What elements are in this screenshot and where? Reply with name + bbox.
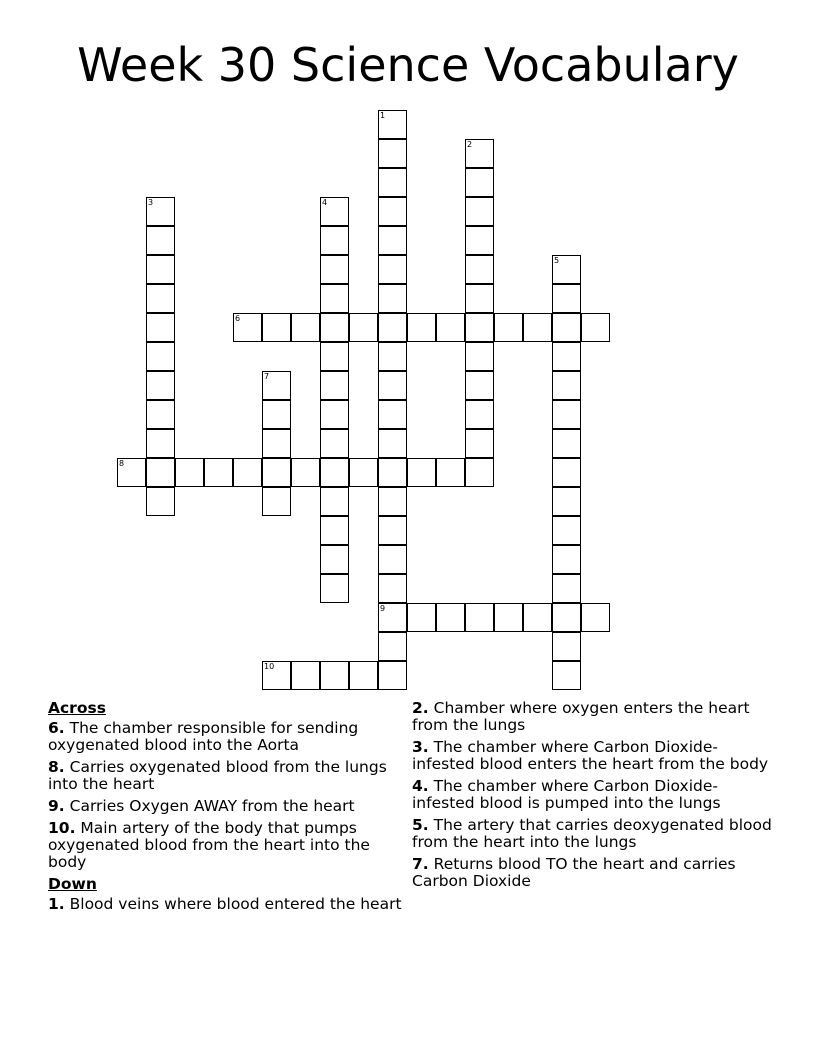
grid-cell[interactable] bbox=[407, 313, 436, 342]
clue-number: 6. bbox=[48, 719, 65, 737]
grid-cell[interactable] bbox=[262, 429, 291, 458]
grid-cell[interactable] bbox=[204, 458, 233, 487]
grid-cell[interactable] bbox=[465, 226, 494, 255]
clue-number: 9. bbox=[48, 797, 65, 815]
clue-number: 4. bbox=[412, 777, 429, 795]
clue-down-3 bbox=[412, 739, 772, 773]
page-title: Week 30 Science Vocabulary bbox=[77, 38, 739, 92]
clue-text: Main artery of the body that pumps oxygenated blood from the heart into the body bbox=[48, 819, 370, 871]
grid-cell[interactable] bbox=[262, 661, 291, 690]
grid-cell[interactable] bbox=[552, 632, 581, 661]
grid-cell[interactable] bbox=[175, 458, 204, 487]
grid-cell[interactable] bbox=[552, 545, 581, 574]
grid-cell[interactable] bbox=[378, 139, 407, 168]
grid-cell[interactable] bbox=[552, 400, 581, 429]
clue-text: Blood veins where blood entered the heart bbox=[69, 895, 402, 913]
clue-text: The chamber responsible for sending oxygenated blood into the Aorta bbox=[48, 719, 359, 754]
grid-cell[interactable] bbox=[378, 313, 407, 342]
grid-cell[interactable] bbox=[262, 458, 291, 487]
cell-number: 3 bbox=[148, 198, 154, 207]
cell-number: 5 bbox=[554, 256, 560, 265]
grid-cell[interactable] bbox=[146, 197, 175, 226]
grid-cell[interactable] bbox=[465, 429, 494, 458]
grid-cell[interactable] bbox=[465, 603, 494, 632]
grid-cell[interactable] bbox=[378, 458, 407, 487]
cell-number: 8 bbox=[119, 459, 125, 468]
grid-cell[interactable] bbox=[349, 661, 378, 690]
grid-cell[interactable] bbox=[523, 313, 552, 342]
grid-cell[interactable] bbox=[378, 342, 407, 371]
cell-number: 2 bbox=[467, 140, 473, 149]
cell-number: 6 bbox=[235, 314, 241, 323]
grid-cell[interactable] bbox=[378, 516, 407, 545]
grid-cell[interactable] bbox=[233, 458, 262, 487]
grid-cell[interactable] bbox=[320, 429, 349, 458]
down-heading: Down bbox=[48, 875, 97, 893]
grid-cell[interactable] bbox=[320, 226, 349, 255]
grid-cell[interactable] bbox=[320, 371, 349, 400]
clue-text: The artery that carries deoxygenated blood from the heart into the lungs bbox=[412, 816, 772, 851]
grid-cell[interactable] bbox=[552, 574, 581, 603]
clue-across-10 bbox=[48, 820, 408, 871]
grid-cell[interactable] bbox=[146, 226, 175, 255]
grid-cell[interactable] bbox=[378, 255, 407, 284]
grid-cell[interactable] bbox=[233, 313, 262, 342]
grid-cell[interactable] bbox=[291, 458, 320, 487]
grid-cell[interactable] bbox=[465, 139, 494, 168]
clues-left-column bbox=[48, 700, 408, 918]
grid-cell[interactable] bbox=[407, 458, 436, 487]
grid-cell[interactable] bbox=[291, 661, 320, 690]
grid-cell[interactable] bbox=[378, 603, 407, 632]
clue-number: 5. bbox=[412, 816, 429, 834]
grid-cell[interactable] bbox=[146, 342, 175, 371]
grid-cell[interactable] bbox=[581, 313, 610, 342]
grid-cell[interactable] bbox=[581, 603, 610, 632]
grid-cell[interactable] bbox=[320, 574, 349, 603]
grid-cell[interactable] bbox=[552, 313, 581, 342]
grid-cell[interactable] bbox=[378, 632, 407, 661]
grid-cell[interactable] bbox=[262, 371, 291, 400]
grid-cell[interactable] bbox=[349, 458, 378, 487]
clue-down-1 bbox=[48, 896, 408, 913]
grid-cell[interactable] bbox=[407, 603, 436, 632]
grid-cell[interactable] bbox=[146, 255, 175, 284]
grid-cell[interactable] bbox=[465, 458, 494, 487]
cell-number: 4 bbox=[322, 198, 328, 207]
cell-number: 9 bbox=[380, 604, 386, 613]
grid-cell[interactable] bbox=[320, 197, 349, 226]
grid-cell[interactable] bbox=[378, 400, 407, 429]
grid-cell[interactable] bbox=[552, 284, 581, 313]
grid-cell[interactable] bbox=[465, 255, 494, 284]
grid-cell[interactable] bbox=[146, 429, 175, 458]
grid-cell[interactable] bbox=[552, 516, 581, 545]
grid-cell[interactable] bbox=[320, 516, 349, 545]
grid-cell[interactable] bbox=[146, 400, 175, 429]
grid-cell[interactable] bbox=[436, 458, 465, 487]
grid-cell[interactable] bbox=[146, 284, 175, 313]
grid-cell[interactable] bbox=[320, 487, 349, 516]
grid-cell[interactable] bbox=[146, 458, 175, 487]
clue-down-5 bbox=[412, 817, 772, 851]
grid-cell[interactable] bbox=[465, 313, 494, 342]
grid-cell[interactable] bbox=[320, 458, 349, 487]
clue-across-9 bbox=[48, 798, 408, 815]
grid-cell[interactable] bbox=[262, 400, 291, 429]
grid-cell[interactable] bbox=[523, 603, 552, 632]
grid-cell[interactable] bbox=[320, 400, 349, 429]
clue-number: 8. bbox=[48, 758, 65, 776]
grid-cell[interactable] bbox=[552, 429, 581, 458]
grid-cell[interactable] bbox=[552, 342, 581, 371]
grid-cell[interactable] bbox=[320, 545, 349, 574]
grid-cell[interactable] bbox=[117, 458, 146, 487]
clue-text: Carries Oxygen AWAY from the heart bbox=[69, 797, 355, 815]
grid-cell[interactable] bbox=[465, 168, 494, 197]
cell-number: 10 bbox=[264, 662, 275, 671]
grid-cell[interactable] bbox=[262, 313, 291, 342]
grid-cell[interactable] bbox=[552, 661, 581, 690]
grid-cell[interactable] bbox=[378, 487, 407, 516]
clue-text: Returns blood TO the heart and carries Carbon Dioxide bbox=[412, 855, 736, 890]
clue-number: 1. bbox=[48, 895, 65, 913]
clue-number: 10. bbox=[48, 819, 76, 837]
grid-cell[interactable] bbox=[378, 371, 407, 400]
clue-text: The chamber where Carbon Dioxide-infested blood enters the heart from the body bbox=[412, 738, 769, 773]
clue-text: Chamber where oxygen enters the heart from the lungs bbox=[412, 699, 750, 734]
clues-right-column bbox=[412, 700, 772, 895]
grid-cell[interactable] bbox=[320, 661, 349, 690]
grid-cell[interactable] bbox=[262, 487, 291, 516]
grid-cell[interactable] bbox=[465, 197, 494, 226]
clue-number: 2. bbox=[412, 699, 429, 717]
grid-cell[interactable] bbox=[291, 313, 320, 342]
grid-cell[interactable] bbox=[552, 458, 581, 487]
clue-down-7 bbox=[412, 856, 772, 890]
grid-cell[interactable] bbox=[320, 255, 349, 284]
grid-cell[interactable] bbox=[494, 313, 523, 342]
clue-number: 7. bbox=[412, 855, 429, 873]
grid-cell[interactable] bbox=[494, 603, 523, 632]
grid-cell[interactable] bbox=[465, 400, 494, 429]
clue-across-8 bbox=[48, 759, 408, 793]
grid-cell[interactable] bbox=[320, 284, 349, 313]
clue-text: Carries oxygenated blood from the lungs into the heart bbox=[48, 758, 387, 793]
cell-number: 7 bbox=[264, 372, 270, 381]
grid-cell[interactable] bbox=[378, 545, 407, 574]
clue-down-2 bbox=[412, 700, 772, 734]
grid-cell[interactable] bbox=[465, 371, 494, 400]
across-heading: Across bbox=[48, 699, 106, 717]
grid-cell[interactable] bbox=[378, 226, 407, 255]
cell-number: 1 bbox=[380, 111, 386, 120]
grid-cell[interactable] bbox=[378, 168, 407, 197]
grid-cell[interactable] bbox=[378, 661, 407, 690]
grid-cell[interactable] bbox=[320, 342, 349, 371]
grid-cell[interactable] bbox=[378, 197, 407, 226]
grid-cell[interactable] bbox=[552, 487, 581, 516]
grid-cell[interactable] bbox=[378, 284, 407, 313]
grid-cell[interactable] bbox=[465, 342, 494, 371]
grid-cell[interactable] bbox=[146, 371, 175, 400]
grid-cell[interactable] bbox=[552, 371, 581, 400]
grid-cell[interactable] bbox=[320, 313, 349, 342]
grid-cell[interactable] bbox=[378, 110, 407, 139]
grid-cell[interactable] bbox=[146, 487, 175, 516]
clue-across-6 bbox=[48, 720, 408, 754]
grid-cell[interactable] bbox=[436, 603, 465, 632]
grid-cell[interactable] bbox=[378, 574, 407, 603]
grid-cell[interactable] bbox=[552, 603, 581, 632]
clue-number: 3. bbox=[412, 738, 429, 756]
grid-cell[interactable] bbox=[146, 313, 175, 342]
clue-down-4 bbox=[412, 778, 772, 812]
grid-cell[interactable] bbox=[436, 313, 465, 342]
clue-text: The chamber where Carbon Dioxide-infested blood is pumped into the lungs bbox=[412, 777, 721, 812]
grid-cell[interactable] bbox=[378, 429, 407, 458]
grid-cell[interactable] bbox=[349, 313, 378, 342]
grid-cell[interactable] bbox=[465, 284, 494, 313]
grid-cell[interactable] bbox=[552, 255, 581, 284]
